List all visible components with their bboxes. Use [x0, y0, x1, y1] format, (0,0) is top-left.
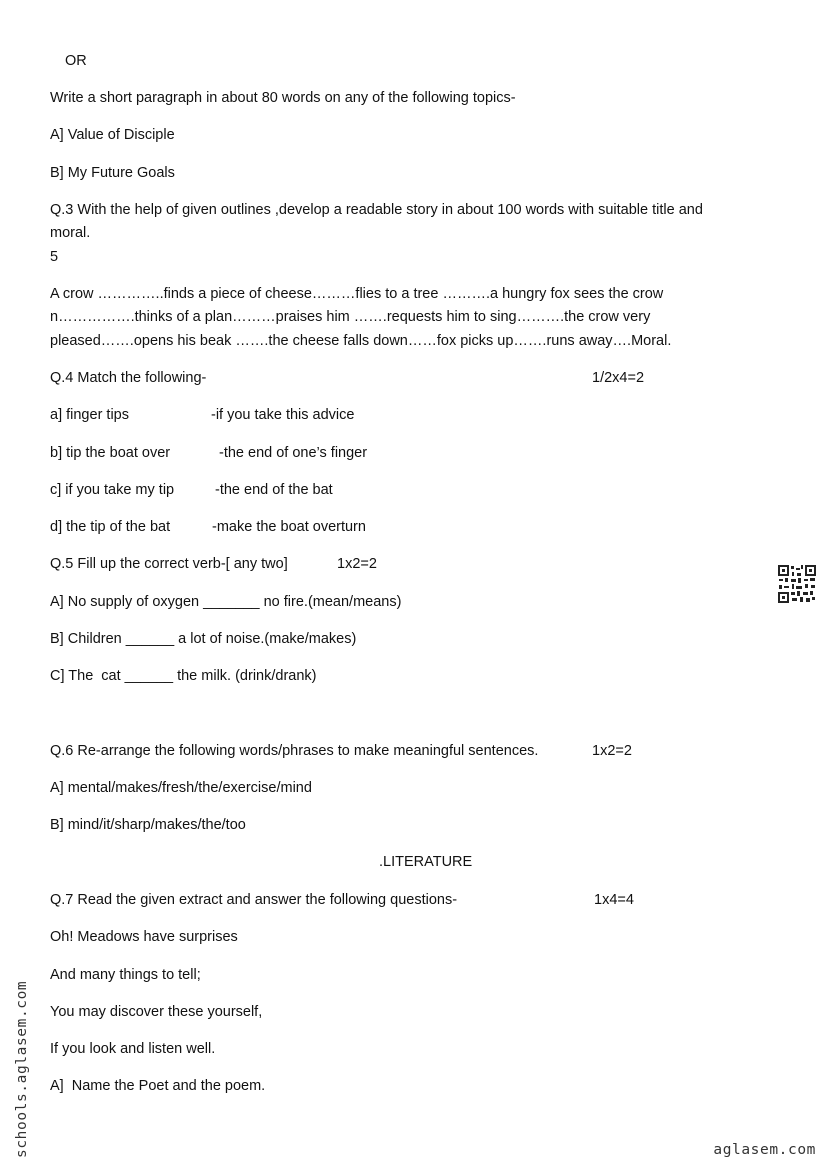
q3-outline-line-1: A crow …………..finds a piece of cheese………flies to a tree ……….a hungry fox sees the crow	[50, 286, 664, 302]
q4-row-b-left: b] tip the boat over	[50, 445, 171, 461]
side-watermark: schools.aglasem.com	[14, 980, 30, 1158]
poem-line-1: Oh! Meadows have surprises	[50, 929, 238, 945]
q3-question-line-1: Q.3 With the help of given outlines ,develop a readable story in about 100 words with suitable title and	[50, 202, 703, 218]
poem-line-4: If you look and listen well.	[50, 1041, 216, 1057]
q5-item-b: B] Children ______ a lot of noise.(make/makes)	[50, 631, 357, 647]
q4-row-a-right: -if you take this advice	[211, 407, 355, 423]
q2-topic-a: A] Value of Disciple	[50, 127, 175, 143]
q6-item-a: A] mental/makes/fresh/the/exercise/mind	[50, 780, 312, 796]
q5-item-c: C] The cat ______ the milk. (drink/drank)	[50, 668, 317, 684]
q4-row-c-right: -the end of the bat	[215, 482, 333, 498]
q7-marks: 1x4=4	[594, 892, 634, 908]
q4-marks: 1/2x4=2	[592, 370, 645, 386]
q7-title: Q.7 Read the given extract and answer the following questions-	[50, 892, 458, 908]
q6-title: Q.6 Re-arrange the following words/phrases to make meaningful sentences.	[50, 743, 539, 759]
q4-row-b-right: -the end of one’s finger	[219, 445, 368, 461]
q6-marks: 1x2=2	[592, 743, 632, 759]
qr-code-icon	[777, 564, 817, 604]
q4-row-d-right: -make the boat overturn	[212, 519, 366, 535]
poem-line-3: You may discover these yourself,	[50, 1004, 263, 1020]
q7-item-a: A] Name the Poet and the poem.	[50, 1078, 266, 1094]
poem-line-2: And many things to tell;	[50, 967, 201, 983]
q4-title: Q.4 Match the following-	[50, 370, 207, 386]
q3-question-line-2: moral.	[50, 225, 91, 241]
or-label: OR	[65, 53, 87, 69]
q3-marks: 5	[50, 249, 59, 265]
q2-topic-b: B] My Future Goals	[50, 165, 175, 181]
q2-instruction: Write a short paragraph in about 80 words on any of the following topics-	[50, 90, 516, 106]
q5-title: Q.5 Fill up the correct verb-[ any two]	[50, 556, 288, 572]
q4-row-d-left: d] the tip of the bat	[50, 519, 171, 535]
q6-item-b: B] mind/it/sharp/makes/the/too	[50, 817, 246, 833]
q4-row-c-left: c] if you take my tip	[50, 482, 175, 498]
q5-item-a: A] No supply of oxygen _______ no fire.(mean/means)	[50, 594, 402, 610]
literature-heading: .LITERATURE	[379, 854, 473, 870]
q4-row-a-left: a] finger tips	[50, 407, 129, 423]
q3-outline-line-2: n…………….thinks of a plan………praises him …….requests him to sing……….the crow very	[50, 309, 651, 325]
q5-marks: 1x2=2	[337, 556, 377, 572]
q3-outline-line-3: pleased…….opens his beak …….the cheese falls down……fox picks up…….runs away….Moral.	[50, 333, 672, 349]
footer-watermark: aglasem.com	[713, 1142, 816, 1158]
